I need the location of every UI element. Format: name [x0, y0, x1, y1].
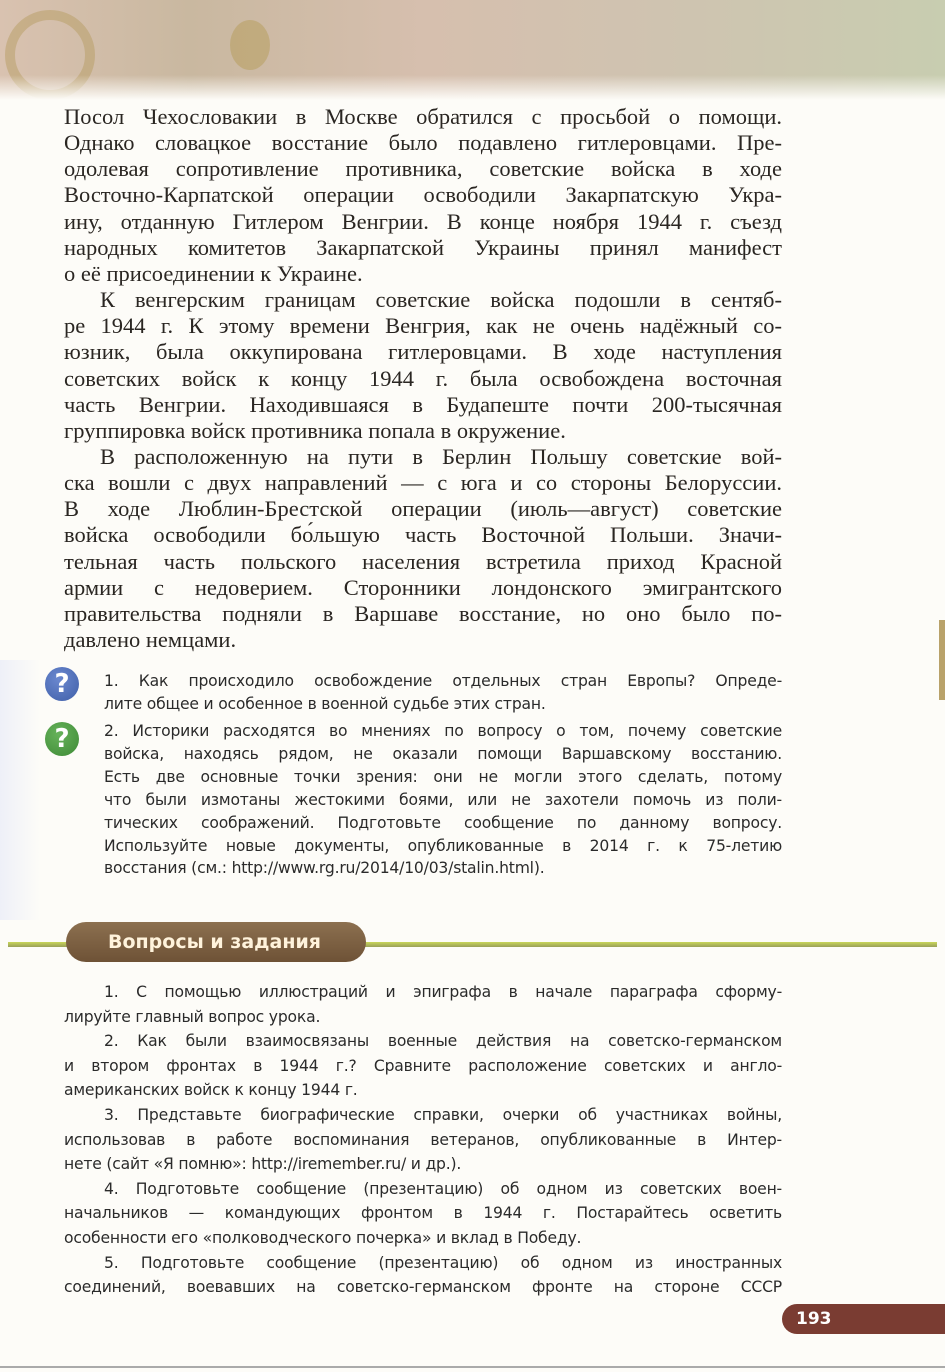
text-line: войска освободили бо́льшую часть Восточной Польши. Значи-	[64, 522, 782, 548]
emblem-decoration	[5, 10, 95, 100]
text-line: Используйте новые документы, опубликованные в 2014 г. к 75-летию	[104, 836, 782, 855]
text-line: нете (сайт «Я помню»: http://iremember.ru/ и др.).	[64, 1155, 462, 1174]
margin-tint	[0, 660, 40, 920]
text-line: войска, находясь рядом, не оказали помощи Варшавскому восстанию.	[104, 744, 782, 763]
text-line: Посол Чехословакии в Москве обратился с просьбой о помощи.	[64, 104, 782, 129]
text-line: 2. Как были взаимосвязаны военные действия на советско-германском	[104, 1032, 782, 1051]
text-line: ину, отданную Гитлером Венгрии. В конце ноября 1944 г. съезд	[64, 208, 782, 234]
text-line: часть Венгрии. Находившаяся в Будапеште почти 200-тысячная	[64, 391, 782, 417]
text-line: ска вошли с двух направлений — с юга и со стороны Белоруссии.	[64, 470, 782, 496]
text-line: 2. Историки расходятся во мнениях по вопросу о том, почему советские	[104, 722, 782, 740]
text-line: начальников — командующих фронтом в 1944 г. Постарайтесь осветить	[64, 1204, 782, 1223]
text-line: К венгерским границам советские войска подошли в сентяб-	[100, 287, 782, 313]
text-line: что были измотаны жестокими боями, или не захотели помочь из поли-	[104, 790, 782, 809]
text-line: 5. Подготовьте сообщение (презентацию) об одном из иностранных	[104, 1253, 782, 1272]
text-line: и втором фронтах в 1944 г.? Сравните расположение советских и англо-	[64, 1056, 782, 1075]
text-line: давлено немцами.	[64, 627, 237, 652]
text-line: Восточно-Карпатской операции освободили Закарпатскую Укра-	[64, 182, 782, 208]
text-line: В расположенную на пути в Берлин Польшу советские вой-	[100, 443, 782, 469]
text-line: лируйте главный вопрос урока.	[64, 1007, 321, 1026]
text-line: 4. Подготовьте сообщение (презентацию) об одном из советских воен-	[104, 1179, 782, 1198]
question-icon: ?	[45, 722, 79, 756]
text-line: правительства подняли в Варшаве восстание, но оно было по-	[64, 600, 782, 626]
text-line: особенности его «полководческого почерка» и вклад в Победу.	[64, 1229, 582, 1247]
decorative-banner	[0, 0, 945, 100]
bottom-divider	[0, 1366, 945, 1368]
text-line: 1. Как происходило освобождение отдельных стран Европы? Опреде-	[104, 672, 782, 690]
text-line: Есть две основные точки зрения: они не могли этого сделать, потому	[104, 767, 782, 786]
text-line: 1. С помощью иллюстраций и эпиграфа в начале параграфа сформу-	[104, 983, 782, 1001]
text-line: группировка войск противника попала в окружение.	[64, 417, 566, 443]
text-line: о её присоединении к Украине.	[64, 260, 363, 286]
text-line: восстания (см.: http://www.rg.ru/2014/10/03/stalin.html).	[104, 859, 545, 878]
text-line: тических соображений. Подготовьте сообщение по данному вопросу.	[104, 813, 782, 832]
page-edge-marker	[939, 620, 945, 700]
text-line: использовав в работе воспоминания ветеранов, опубликованные в Интер-	[64, 1130, 782, 1149]
text-line: тельная часть польского населения встретила приход Красной	[64, 548, 782, 574]
figure-decoration	[230, 20, 270, 70]
text-line: юзник, была оккупирована гитлеровцами. В ходе наступления	[64, 339, 782, 365]
text-line: ре 1944 г. К этому времени Венгрия, как не очень надёжный со-	[64, 313, 782, 339]
question-icon: ?	[45, 667, 79, 701]
section-title: Вопросы и задания	[66, 922, 366, 962]
text-line: армии с недоверием. Сторонники лондонского эмигрантского	[64, 574, 782, 600]
text-line: В ходе Люблин-Брестской операции (июль—август) советские	[64, 496, 782, 522]
text-line: Однако словацкое восстание было подавлено гитлеровцами. Пре-	[64, 130, 782, 156]
text-line: соединений, воевавших на советско-германском фронте на стороне СССР	[64, 1278, 782, 1297]
page-number: 193	[782, 1304, 945, 1334]
text-line: народных комитетов Закарпатской Украины принял манифест	[64, 234, 782, 260]
text-line: американских войск к концу 1944 г.	[64, 1081, 358, 1100]
text-line: советских войск к концу 1944 г. была освобождена восточная	[64, 365, 782, 391]
text-line: одолевая сопротивление противника, советские войска в ходе	[64, 156, 782, 182]
text-line: 3. Представьте биографические справки, очерки об участниках войны,	[104, 1106, 782, 1124]
text-line: лите общее и особенное в военной судьбе этих стран.	[104, 694, 546, 713]
